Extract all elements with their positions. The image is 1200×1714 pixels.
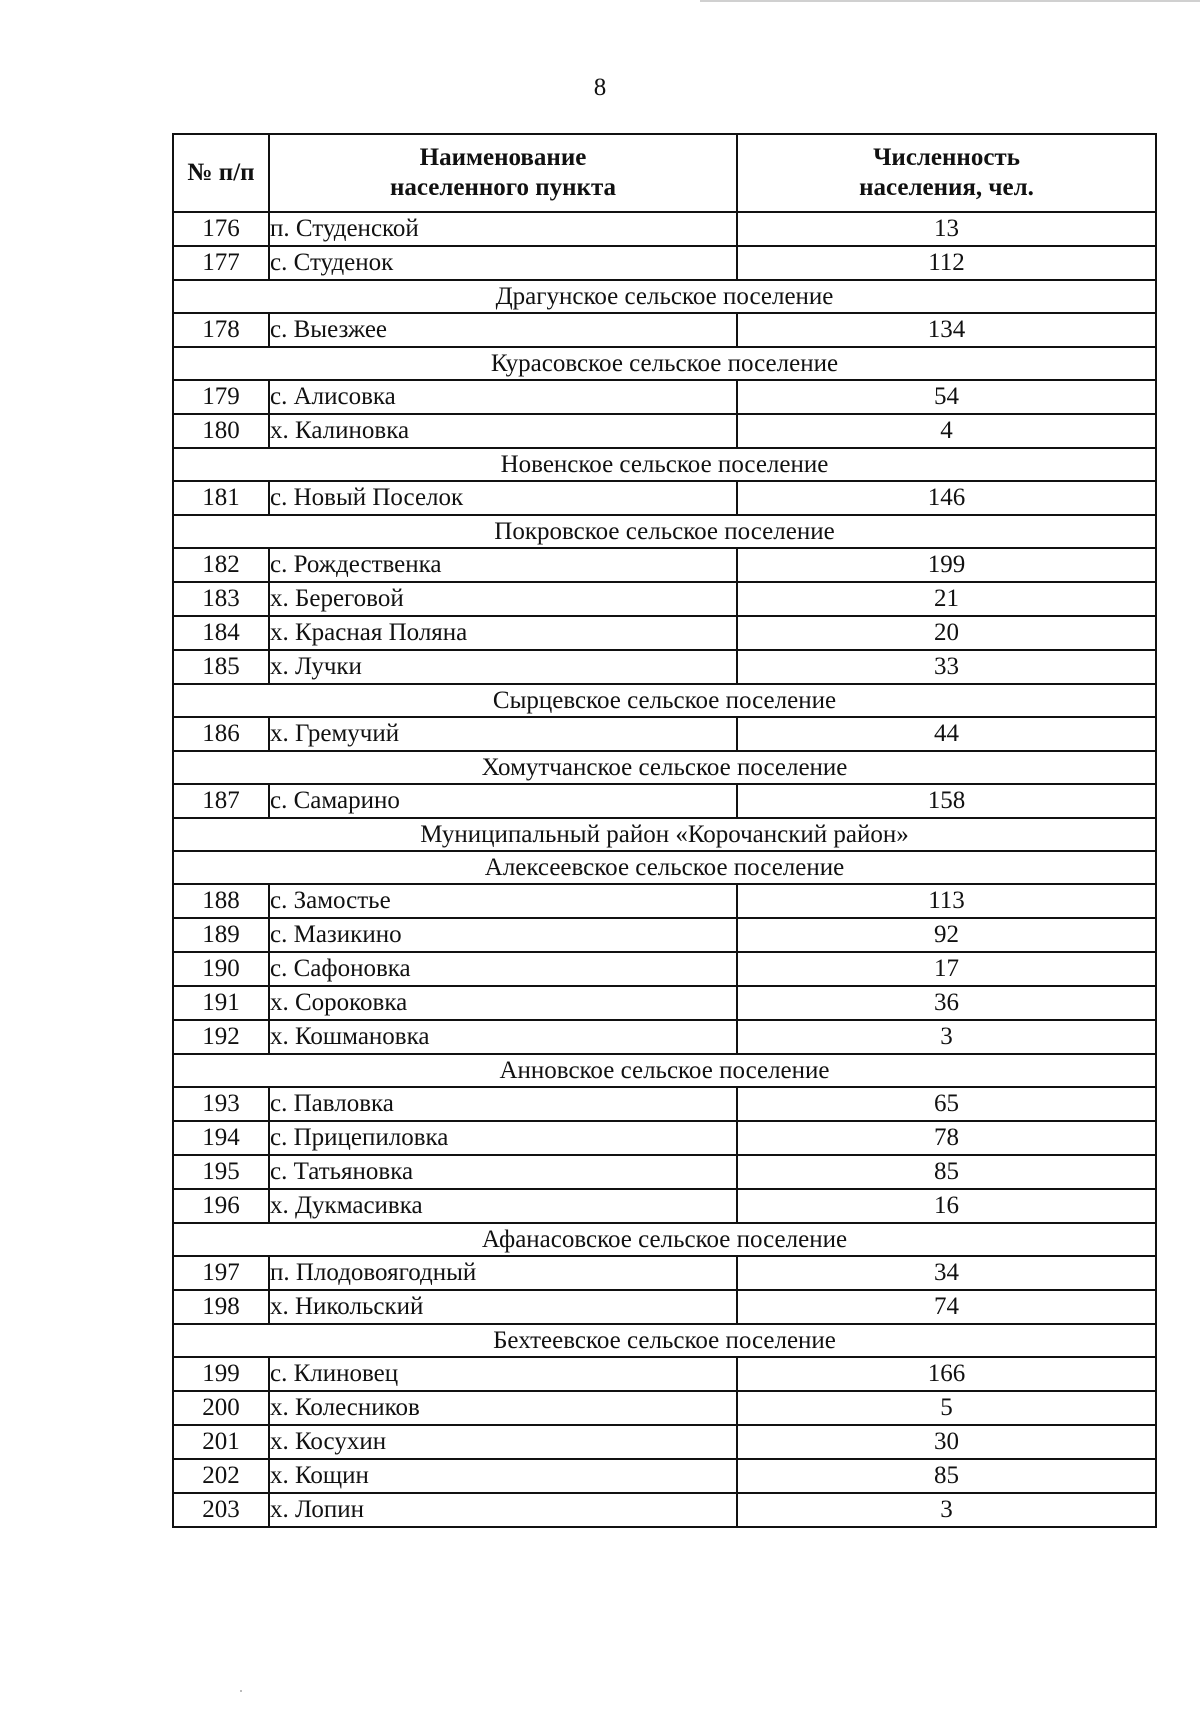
row-number: 186 (173, 717, 269, 751)
settlement-name: с. Мазикино (269, 918, 737, 952)
settlement-name: х. Калиновка (269, 414, 737, 448)
population-value: 92 (737, 918, 1156, 952)
table-row (173, 414, 1156, 448)
table-row (173, 246, 1156, 280)
row-number: 178 (173, 313, 269, 347)
section-row (173, 1223, 1156, 1256)
settlement-name: с. Павловка (269, 1087, 737, 1121)
row-number: 182 (173, 548, 269, 582)
header-number-label: № п/п (187, 159, 255, 186)
settlement-name: х. Лучки (269, 650, 737, 684)
table-row (173, 650, 1156, 684)
population-value: 5 (737, 1391, 1156, 1425)
row-number: 188 (173, 884, 269, 918)
section-row (173, 1324, 1156, 1357)
table-row (173, 1357, 1156, 1391)
row-number: 189 (173, 918, 269, 952)
row-number: 176 (173, 212, 269, 246)
header-population (737, 134, 1156, 212)
section-row (173, 851, 1156, 884)
population-value: 134 (737, 313, 1156, 347)
row-number: 190 (173, 952, 269, 986)
row-number: 181 (173, 481, 269, 515)
population-value: 74 (737, 1290, 1156, 1324)
settlement-name: х. Колесников (269, 1391, 737, 1425)
table-row (173, 481, 1156, 515)
settlement-name: х. Гремучий (269, 717, 737, 751)
table-row (173, 1020, 1156, 1054)
table-body (173, 212, 1156, 1527)
population-value: 54 (737, 380, 1156, 414)
section-title: Курасовское сельское поселение (173, 347, 1156, 380)
row-number: 187 (173, 784, 269, 818)
table-row (173, 1459, 1156, 1493)
settlement-name: х. Кошмановка (269, 1020, 737, 1054)
header-population-line2: населения, чел. (859, 174, 1034, 201)
population-value: 199 (737, 548, 1156, 582)
section-title: Покровское сельское поселение (173, 515, 1156, 548)
population-value: 65 (737, 1087, 1156, 1121)
table-row (173, 1256, 1156, 1290)
page-number: 8 (593, 74, 607, 101)
section-title: Сырцевское сельское поселение (173, 684, 1156, 717)
population-value: 44 (737, 717, 1156, 751)
row-number: 180 (173, 414, 269, 448)
section-title: Бехтеевское сельское поселение (173, 1324, 1156, 1357)
settlement-name: с. Новый Поселок (269, 481, 737, 515)
population-value: 34 (737, 1256, 1156, 1290)
population-value: 16 (737, 1189, 1156, 1223)
row-number: 191 (173, 986, 269, 1020)
table-row (173, 212, 1156, 246)
settlement-name: х. Сороковка (269, 986, 737, 1020)
row-number: 200 (173, 1391, 269, 1425)
row-number: 194 (173, 1121, 269, 1155)
settlement-name: х. Косухин (269, 1425, 737, 1459)
population-value: 17 (737, 952, 1156, 986)
table-row (173, 582, 1156, 616)
table-row (173, 717, 1156, 751)
scan-edge-line (700, 0, 1200, 2)
settlement-name: х. Кощин (269, 1459, 737, 1493)
header-name-line1: Наименование (419, 144, 587, 171)
population-value: 3 (737, 1493, 1156, 1527)
settlement-population-table (172, 133, 1157, 1528)
settlement-name: х. Береговой (269, 582, 737, 616)
population-value: 146 (737, 481, 1156, 515)
settlement-name: с. Замостье (269, 884, 737, 918)
table-row (173, 1189, 1156, 1223)
settlement-name: с. Сафоновка (269, 952, 737, 986)
population-value: 30 (737, 1425, 1156, 1459)
population-value: 13 (737, 212, 1156, 246)
table-row (173, 313, 1156, 347)
settlement-name: п. Плодовоягодный (269, 1256, 737, 1290)
scan-speck (240, 1690, 242, 1692)
settlement-name: п. Студенской (269, 212, 737, 246)
population-value: 112 (737, 246, 1156, 280)
settlement-name: х. Никольский (269, 1290, 737, 1324)
row-number: 197 (173, 1256, 269, 1290)
settlement-name: с. Алисовка (269, 380, 737, 414)
row-number: 177 (173, 246, 269, 280)
settlement-name: х. Лопин (269, 1493, 737, 1527)
table-row (173, 884, 1156, 918)
header-name (269, 134, 737, 212)
population-value: 3 (737, 1020, 1156, 1054)
table-row (173, 616, 1156, 650)
section-title: Анновское сельское поселение (173, 1054, 1156, 1087)
section-title: Алексеевское сельское поселение (173, 851, 1156, 884)
section-title: Муниципальный район «Корочанский район» (173, 818, 1156, 851)
header-population-line1: Численность (873, 144, 1020, 171)
population-value: 20 (737, 616, 1156, 650)
section-title: Афанасовское сельское поселение (173, 1223, 1156, 1256)
settlement-name: с. Самарино (269, 784, 737, 818)
row-number: 198 (173, 1290, 269, 1324)
population-value: 166 (737, 1357, 1156, 1391)
header-name-line2: населенного пункта (389, 174, 617, 201)
settlement-name: х. Дукмасивка (269, 1189, 737, 1223)
row-number: 184 (173, 616, 269, 650)
section-row (173, 280, 1156, 313)
table-row (173, 1087, 1156, 1121)
row-number: 195 (173, 1155, 269, 1189)
settlement-name: с. Татьяновка (269, 1155, 737, 1189)
section-title: Драгунское сельское поселение (173, 280, 1156, 313)
row-number: 201 (173, 1425, 269, 1459)
settlement-name: с. Рождественка (269, 548, 737, 582)
settlement-name: с. Клиновец (269, 1357, 737, 1391)
population-value: 4 (737, 414, 1156, 448)
row-number: 183 (173, 582, 269, 616)
row-number: 199 (173, 1357, 269, 1391)
row-number: 203 (173, 1493, 269, 1527)
table-row (173, 1391, 1156, 1425)
population-value: 21 (737, 582, 1156, 616)
table-row (173, 1493, 1156, 1527)
table-row (173, 952, 1156, 986)
table-row (173, 548, 1156, 582)
row-number: 179 (173, 380, 269, 414)
header-number (173, 134, 269, 212)
section-row (173, 515, 1156, 548)
table-row (173, 918, 1156, 952)
settlement-name: с. Выезжее (269, 313, 737, 347)
population-value: 85 (737, 1155, 1156, 1189)
row-number: 196 (173, 1189, 269, 1223)
row-number: 192 (173, 1020, 269, 1054)
table-row (173, 1155, 1156, 1189)
table-row (173, 380, 1156, 414)
table-header-row (173, 134, 1156, 212)
section-row (173, 818, 1156, 851)
population-value: 113 (737, 884, 1156, 918)
row-number: 202 (173, 1459, 269, 1493)
settlement-name: х. Красная Поляна (269, 616, 737, 650)
row-number: 193 (173, 1087, 269, 1121)
table-row (173, 784, 1156, 818)
row-number: 185 (173, 650, 269, 684)
population-value: 36 (737, 986, 1156, 1020)
settlement-name: с. Студенок (269, 246, 737, 280)
section-title: Новенское сельское поселение (173, 448, 1156, 481)
section-row (173, 684, 1156, 717)
population-value: 78 (737, 1121, 1156, 1155)
table-row (173, 1121, 1156, 1155)
population-value: 158 (737, 784, 1156, 818)
section-row (173, 751, 1156, 784)
section-row (173, 448, 1156, 481)
section-title: Хомутчанское сельское поселение (173, 751, 1156, 784)
settlement-name: с. Прицепиловка (269, 1121, 737, 1155)
section-row (173, 1054, 1156, 1087)
section-row (173, 347, 1156, 380)
table-row (173, 1425, 1156, 1459)
table-row (173, 1290, 1156, 1324)
population-value: 33 (737, 650, 1156, 684)
table-row (173, 986, 1156, 1020)
population-value: 85 (737, 1459, 1156, 1493)
